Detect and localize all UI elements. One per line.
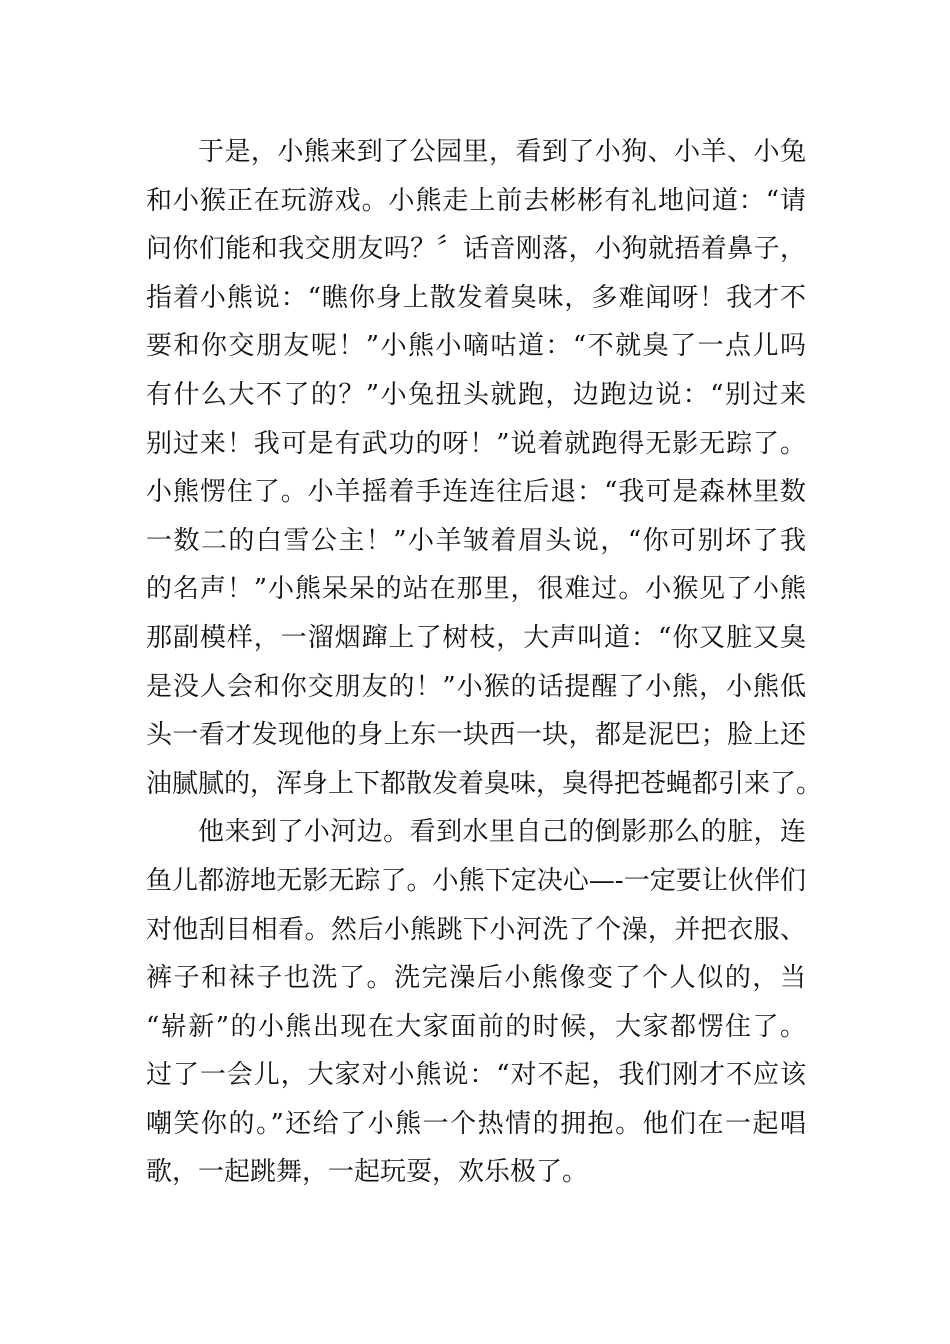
text-line: 是没人会和你交朋友的！”小猴的话提醒了小熊，小熊低 [146, 671, 806, 702]
text-line: 的名声！”小熊呆呆的站在那里，很难过。小猴见了小熊 [146, 574, 806, 605]
text-line: 指着小熊说：“瞧你身上散发着臭味，多难闻呀！我才不 [146, 282, 806, 313]
text-line: 那副模样，一溜烟蹿上了树枝，大声叫道：“你又脏又臭 [146, 622, 806, 653]
story-text [146, 128, 823, 1197]
text-line: 裤子和袜子也洗了。洗完澡后小熊像变了个人似的，当 [146, 963, 806, 994]
text-line: 小熊愣住了。小羊摇着手连连往后退：“我可是森林里数 [146, 477, 806, 508]
text-line: 于是，小熊来到了公园里，看到了小狗、小羊、小兔 [198, 137, 806, 167]
text-line: 对他刮目相看。然后小熊跳下小河洗了个澡，并把衣服、 [146, 914, 806, 945]
paragraph-2 [146, 808, 806, 1197]
text-line: 一数二的白雪公主！”小羊皱着眉头说，“你可别坏了我 [146, 525, 806, 556]
text-line: 别过来！我可是有武功的呀！”说着就跑得无影无踪了。 [146, 428, 806, 459]
paragraph-1 [146, 128, 823, 808]
text-line: 鱼儿都游地无影无踪了。小熊下定决心—-一定要让伙伴们 [146, 865, 806, 896]
text-line: “崭新”的小熊出现在大家面前的时候，大家都愣住了。 [146, 1011, 806, 1042]
text-line: 要和你交朋友呢！”小熊小嘀咕道：“不就臭了一点儿吗 [146, 331, 806, 362]
text-line: 和小猴正在玩游戏。小熊走上前去彬彬有礼地问道：“请 [146, 185, 806, 216]
text-line: 有什么大不了的？”小兔扭头就跑，边跑边说：“别过来 [146, 379, 806, 410]
text-line: 嘲笑你的。”还给了小熊一个热情的拥抱。他们在一起唱 [146, 1108, 806, 1139]
text-line: 油腻腻的，浑身上下都散发着臭味，臭得把苍蝇都引来了。 [146, 768, 823, 799]
text-line: 歌，一起跳舞，一起玩耍，欢乐极了。 [146, 1157, 589, 1188]
text-line: 过了一会儿，大家对小熊说：“对不起，我们刚才不应该 [146, 1060, 806, 1091]
text-line: 问你们能和我交朋友吗？〞话音刚落，小狗就捂着鼻子， [146, 234, 806, 265]
text-line: 他来到了小河边。看到水里自己的倒影那么的脏，连 [198, 817, 806, 848]
text-line: 头一看才发现他的身上东一块西一块，都是泥巴；脸上还 [146, 720, 806, 751]
